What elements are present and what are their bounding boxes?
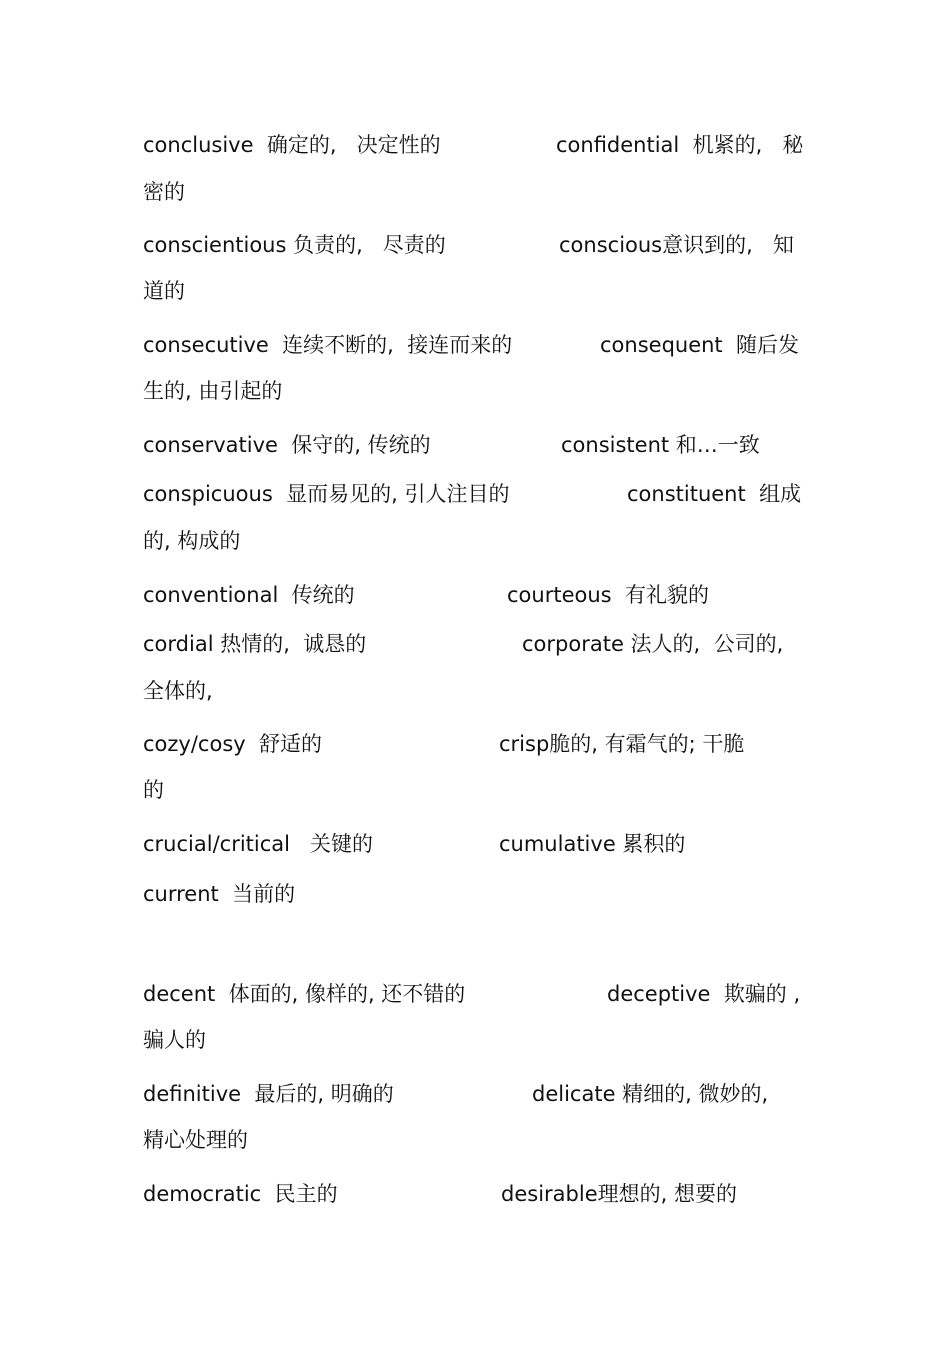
entry-decent: decent 体面的, 像样的, 还不错的: [143, 982, 466, 1006]
entry-consequent-cont: 生的, 由引起的: [143, 379, 283, 403]
entry-crisp-cont: 的: [143, 778, 164, 802]
entry-deceptive: deceptive 欺骗的 ,: [607, 982, 801, 1006]
entry-confidential: confidential 机紧的, 秘: [556, 133, 804, 157]
entry-crisp: crisp脆的, 有霜气的; 干脆: [499, 732, 745, 756]
entry-courteous: courteous 有礼貌的: [507, 583, 709, 607]
entry-corporate: corporate 法人的, 公司的,: [522, 632, 784, 656]
entry-crucial: crucial/critical 关键的: [143, 832, 374, 856]
entry-constituent-cont: 的, 构成的: [143, 529, 241, 553]
entry-cumulative: cumulative 累积的: [499, 832, 686, 856]
entry-conservative: conservative 保守的, 传统的: [143, 433, 431, 457]
entry-conventional: conventional 传统的: [143, 583, 355, 607]
entry-consecutive: consecutive 连续不断的, 接连而来的: [143, 333, 513, 357]
entry-cordial: cordial 热情的, 诚恳的: [143, 632, 367, 656]
entry-delicate-cont: 精心处理的: [143, 1128, 248, 1152]
entry-consistent: consistent 和…一致: [561, 433, 760, 457]
entry-desirable: desirable理想的, 想要的: [501, 1182, 737, 1206]
entry-deceptive-cont: 骗人的: [143, 1028, 206, 1052]
entry-cozy: cozy/cosy 舒适的: [143, 732, 323, 756]
entry-conscious: conscious意识到的, 知: [559, 233, 794, 257]
entry-confidential-cont: 密的: [143, 180, 185, 204]
entry-democratic: democratic 民主的: [143, 1182, 338, 1206]
entry-current: current 当前的: [143, 882, 296, 906]
entry-conclusive: conclusive 确定的, 决定性的: [143, 133, 441, 157]
entry-constituent: constituent 组成: [627, 482, 802, 506]
entry-conscious-cont: 道的: [143, 279, 185, 303]
entry-conspicuous: conspicuous 显而易见的, 引人注目的: [143, 482, 510, 506]
entry-conscientious: conscientious 负责的, 尽责的: [143, 233, 446, 257]
entry-consequent: consequent 随后发: [600, 333, 800, 357]
entry-definitive: definitive 最后的, 明确的: [143, 1082, 394, 1106]
entry-corporate-cont: 全体的,: [143, 679, 213, 703]
entry-delicate: delicate 精细的, 微妙的,: [532, 1082, 769, 1106]
